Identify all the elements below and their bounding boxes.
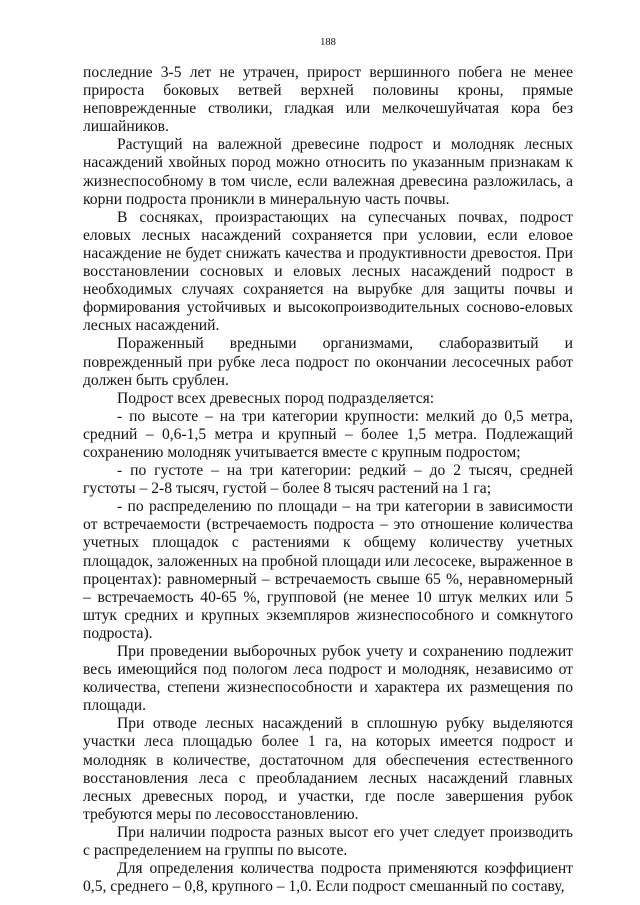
body-text	[83, 64, 573, 896]
list-item-distribution: - по распределению по площади – на три категории в зависимости от встречаемости (встречаемость подроста – это отношение количества учетных площадок с растениями к общему количеству учетных площадок, заложенных на пробной площади или лесосеке, выраженное в процентах): равномерный – встречаемость свыше 65 %, неравномерный – встречаемость 40-65 %, групповой (не менее 10 штук мелких или 5 штук средних и крупных экземпляров жизнеспособного и сомкнутого подроста).	[83, 498, 573, 642]
paragraph-12: Для определения количества подроста применяются коэффициент 0,5, среднего – 0,8, крупного – 1,0. Если подрост смешанный по составу,	[83, 860, 573, 896]
paragraph-5: Подрост всех древесных пород подразделяется:	[117, 389, 435, 407]
document-page	[83, 0, 573, 905]
paragraph-11: При наличии подроста разных высот его учет следует производить с распределением на группы по высоте.	[83, 823, 573, 860]
page-number: 188	[320, 37, 336, 48]
paragraph-4: Пораженный вредными организмами, слаборазвитый и поврежденный при рубке леса подрост по окончании лесосечных работ должен быть срублен.	[83, 335, 573, 389]
paragraph-2: Растущий на валежной древесине подрост и молодняк лесных насаждений хвойных пород можно относить по указанным признакам к жизнеспособному в том числе, если валежная древесина разложилась, а корни подроста проникли в минеральную часть почвы.	[83, 136, 573, 208]
paragraph-10: При отводе лесных насаждений в сплошную рубку выделяются участки леса площадью более 1 га, на которых имеется подрост и молодняк в количестве, достаточном для обеспечения естественного восстановления леса с преобладанием лесных насаждений главных лесных древесных пород, и участки, где после завершения рубок требуются меры по лесовосстановлению.	[83, 715, 573, 823]
list-item-height: - по высоте – на три категории крупности: мелкий до 0,5 метра, средний – 0,6-1,5 метра и крупный – более 1,5 метра. Подлежащий сохранению молодняк учитывается вместе с крупным подростом;	[83, 407, 573, 461]
paragraph-1: последние 3-5 лет не утрачен, прирост вершинного побега не менее прироста боковых ветвей верхней половины кроны, прямые неповрежденные стволики, гладкая или мелкочешуйчатая кора без лишайников.	[83, 64, 573, 136]
list-item-density: - по густоте – на три категории: редкий – до 2 тысяч, средней густоты – 2-8 тысяч, густой – более 8 тысяч растений на 1 га;	[83, 462, 573, 498]
paragraph-3: В сосняках, произрастающих на супесчаных почвах, подрост еловых лесных насаждений сохраняется при условии, если еловое насаждение не будет снижать качества и продуктивности древостоя. При восстановлении сосновых и еловых лесных насаждений подрост в необходимых случаях сохраняется на вырубке для защиты почвы и формирования устойчивых и высокопроизводительных сосново-еловых лесных насаждений.	[83, 208, 573, 335]
paragraph-9: При проведении выборочных рубок учету и сохранению подлежит весь имеющийся под пологом леса подрост и молодняк, независимо от количества, степени жизнеспособности и характера их размещения по площади.	[83, 643, 573, 715]
